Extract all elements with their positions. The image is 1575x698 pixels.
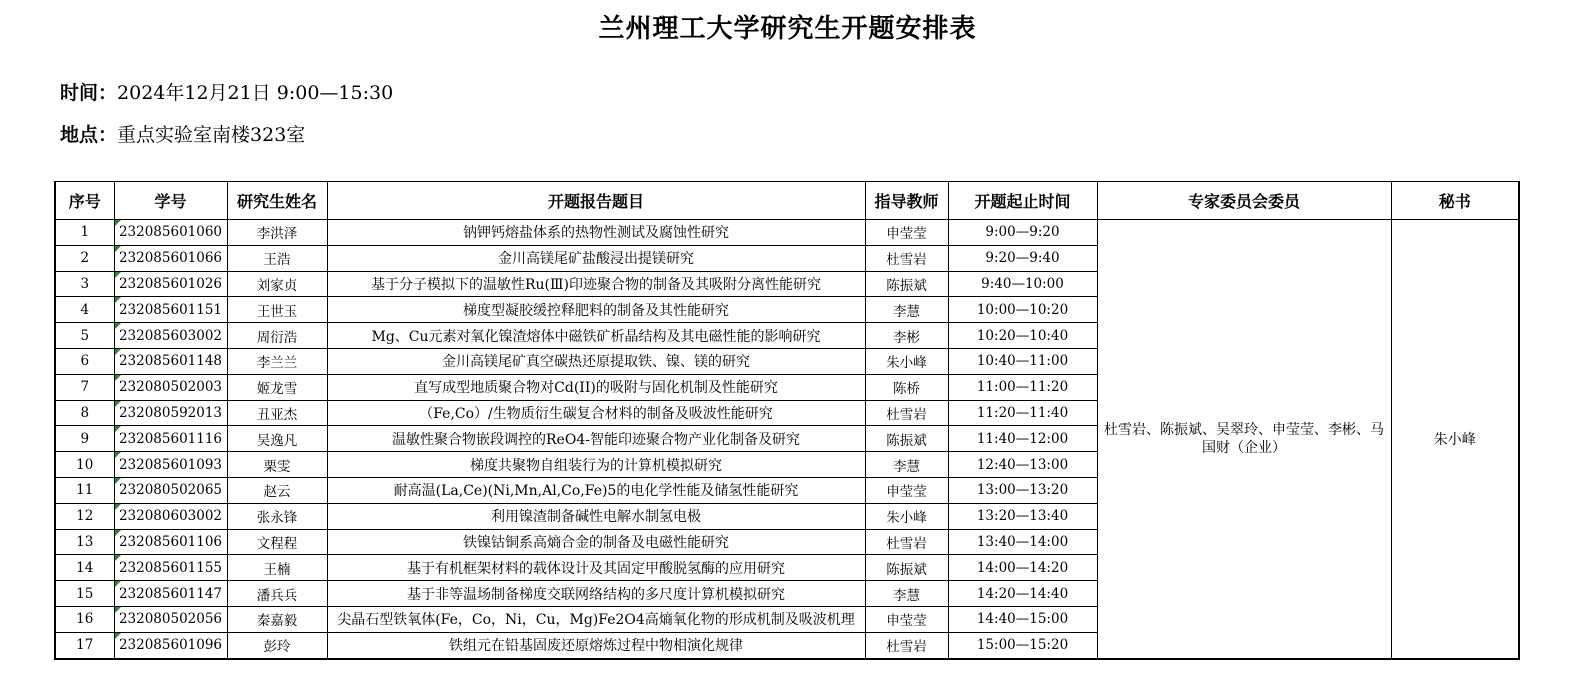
cell-topic: （Fe,Co）/生物质衍生碳复合材料的制备及吸波性能研究 [327,400,865,426]
cell-index: 16 [55,606,114,632]
cell-index: 15 [55,581,114,607]
cell-index: 3 [55,271,114,297]
cell-time-slot: 10:20—10:40 [948,323,1097,349]
cell-topic: 尖晶石型铁氧体(Fe，Co，Ni，Cu，Mg)Fe2O4高熵氧化物的形成机制及吸波机理 [327,606,865,632]
cell-topic: 基于有机框架材料的载体设计及其固定甲酸脱氢酶的应用研究 [327,555,865,581]
cell-index: 10 [55,452,114,478]
header-secretary: 秘书 [1391,182,1519,220]
cell-time-slot: 9:40—10:00 [948,271,1097,297]
cell-student-id: 232080502056 [114,606,227,632]
cell-index: 8 [55,400,114,426]
cell-time-slot: 13:40—14:00 [948,529,1097,555]
header-advisor: 指导教师 [865,182,948,220]
cell-topic: 梯度共聚物自组装行为的计算机模拟研究 [327,452,865,478]
cell-time-slot: 14:20—14:40 [948,581,1097,607]
cell-time-slot: 10:00—10:20 [948,297,1097,323]
cell-topic: 耐高温(La,Ce)(Ni,Mn,Al,Co,Fe)5的电化学性能及储氢性能研究 [327,477,865,503]
cell-student-name: 潘兵兵 [227,581,327,607]
cell-time-slot: 11:40—12:00 [948,426,1097,452]
cell-topic: 金川高镁尾矿真空碳热还原提取铁、镍、镁的研究 [327,348,865,374]
cell-time-slot: 10:40—11:00 [948,348,1097,374]
cell-student-id: 232085601066 [114,245,227,271]
cell-index: 4 [55,297,114,323]
cell-time-slot: 13:20—13:40 [948,503,1097,529]
place-line [60,120,305,147]
cell-index: 9 [55,426,114,452]
cell-student-name: 王世玉 [227,297,327,323]
cell-time-slot: 13:00—13:20 [948,477,1097,503]
cell-advisor: 杜雪岩 [865,245,948,271]
cell-index: 17 [55,632,114,658]
cell-index: 6 [55,348,114,374]
cell-time-slot: 11:20—11:40 [948,400,1097,426]
cell-advisor: 杜雪岩 [865,529,948,555]
header-committee: 专家委员会委员 [1097,182,1391,220]
cell-advisor: 朱小峰 [865,503,948,529]
cell-student-name: 王楠 [227,555,327,581]
cell-index: 14 [55,555,114,581]
cell-student-id: 232080592013 [114,400,227,426]
cell-time-slot: 14:40—15:00 [948,606,1097,632]
cell-student-id: 232080603002 [114,503,227,529]
cell-index: 12 [55,503,114,529]
table-header-row [55,182,1519,220]
place-value: 重点实验室南楼323室 [117,124,306,146]
cell-student-name: 李洪泽 [227,220,327,246]
cell-advisor: 申莹莹 [865,477,948,503]
cell-advisor: 李慧 [865,452,948,478]
cell-student-id: 232085601026 [114,271,227,297]
cell-topic: 直写成型地质聚合物对Cd(II)的吸附与固化机制及性能研究 [327,374,865,400]
schedule-table [54,181,1520,660]
cell-student-name: 秦嘉毅 [227,606,327,632]
cell-student-name: 文程程 [227,529,327,555]
cell-advisor: 陈桥 [865,374,948,400]
cell-index: 11 [55,477,114,503]
cell-index: 1 [55,220,114,246]
cell-advisor: 陈振斌 [865,426,948,452]
cell-student-name: 刘家贞 [227,271,327,297]
table-row [55,220,1519,246]
cell-student-id: 232085601096 [114,632,227,658]
cell-student-name: 李兰兰 [227,348,327,374]
cell-student-name: 张永锋 [227,503,327,529]
time-value: 2024年12月21日 9:00—15:30 [117,82,394,104]
cell-student-id: 232085601060 [114,220,227,246]
cell-topic: 利用镍渣制备碱性电解水制氢电极 [327,503,865,529]
cell-advisor: 申莹莹 [865,606,948,632]
cell-committee: 杜雪岩、陈振斌、吴翠玲、申莹莹、李彬、马国财（企业） [1097,220,1391,659]
cell-index: 5 [55,323,114,349]
cell-student-id: 232085601147 [114,581,227,607]
cell-student-id: 232085601116 [114,426,227,452]
cell-time-slot: 11:00—11:20 [948,374,1097,400]
place-label: 地点： [60,124,118,146]
cell-advisor: 杜雪岩 [865,400,948,426]
cell-student-name: 丑亚杰 [227,400,327,426]
cell-student-name: 周衍浩 [227,323,327,349]
header-index: 序号 [55,182,114,220]
cell-topic: 金川高镁尾矿盐酸浸出提镁研究 [327,245,865,271]
cell-advisor: 朱小峰 [865,348,948,374]
cell-student-id: 232085603002 [114,323,227,349]
cell-topic: 基于分子模拟下的温敏性Ru(Ⅲ)印迹聚合物的制备及其吸附分离性能研究 [327,271,865,297]
cell-student-name: 彭玲 [227,632,327,658]
cell-student-name: 姬龙雪 [227,374,327,400]
cell-time-slot: 9:00—9:20 [948,220,1097,246]
cell-student-name: 栗雯 [227,452,327,478]
cell-index: 2 [55,245,114,271]
cell-student-id: 232085601106 [114,529,227,555]
cell-advisor: 陈振斌 [865,555,948,581]
cell-topic: Mg、Cu元素对氧化镍渣熔体中磁铁矿析晶结构及其电磁性能的影响研究 [327,323,865,349]
page-title: 兰州理工大学研究生开题安排表 [598,14,977,44]
header-topic: 开题报告题目 [327,182,865,220]
cell-advisor: 李慧 [865,297,948,323]
cell-time-slot: 14:00—14:20 [948,555,1097,581]
cell-student-id: 232080502065 [114,477,227,503]
cell-advisor: 申莹莹 [865,220,948,246]
cell-advisor: 李慧 [865,581,948,607]
cell-index: 7 [55,374,114,400]
cell-index: 13 [55,529,114,555]
cell-student-name: 王浩 [227,245,327,271]
cell-student-name: 吴逸凡 [227,426,327,452]
cell-student-id: 232085601093 [114,452,227,478]
cell-advisor: 杜雪岩 [865,632,948,658]
cell-secretary: 朱小峰 [1391,220,1519,659]
cell-topic: 基于非等温场制备梯度交联网络结构的多尺度计算机模拟研究 [327,581,865,607]
cell-topic: 铁组元在铅基固废还原熔炼过程中物相演化规律 [327,632,865,658]
cell-student-name: 赵云 [227,477,327,503]
cell-student-id: 232085601151 [114,297,227,323]
cell-topic: 钠钾钙熔盐体系的热物性测试及腐蚀性研究 [327,220,865,246]
time-line [60,78,393,105]
cell-advisor: 陈振斌 [865,271,948,297]
cell-topic: 铁镍钴铜系高熵合金的制备及电磁性能研究 [327,529,865,555]
header-student-id: 学号 [114,182,227,220]
cell-time-slot: 9:20—9:40 [948,245,1097,271]
time-label: 时间： [60,82,118,104]
cell-time-slot: 12:40—13:00 [948,452,1097,478]
cell-student-id: 232080502003 [114,374,227,400]
cell-time-slot: 15:00—15:20 [948,632,1097,658]
cell-advisor: 李彬 [865,323,948,349]
header-student-name: 研究生姓名 [227,182,327,220]
cell-student-id: 232085601148 [114,348,227,374]
cell-topic: 温敏性聚合物嵌段调控的ReO4-智能印迹聚合物产业化制备及研究 [327,426,865,452]
header-time-slot: 开题起止时间 [948,182,1097,220]
cell-topic: 梯度型凝胶缓控释肥料的制备及其性能研究 [327,297,865,323]
cell-student-id: 232085601155 [114,555,227,581]
